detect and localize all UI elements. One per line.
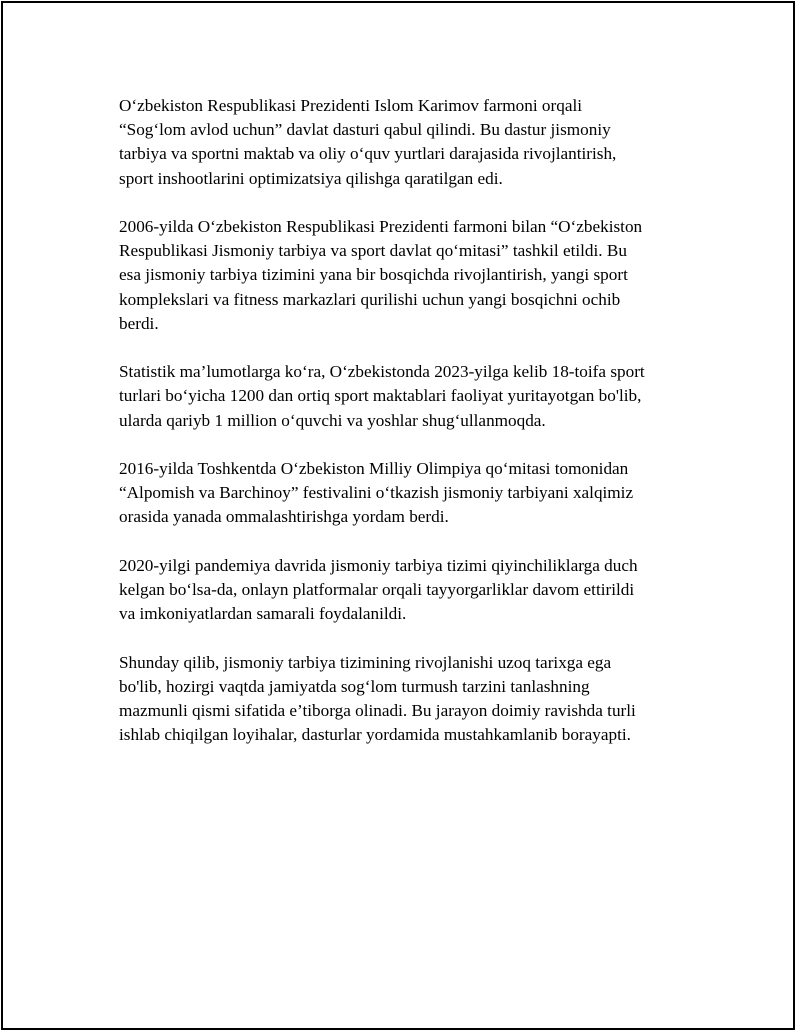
paragraph-6: Shunday qilib, jismoniy tarbiya tizimining rivojlanishi uzoq tarixga ega bo'lib, hozirgi vaqtda jamiyatda sog‘lom turmush tarzini tanlashning mazmunli qismi sifatida e’tiborga olinadi. Bu jarayon doimiy ravishda turli ishlab chiqilgan loyihalar, dasturlar yordamida mustahkamlanib borayapti.: [119, 652, 636, 745]
document-page: [1, 1, 795, 1030]
paragraph-5: 2020-yilgi pandemiya davrida jismoniy tarbiya tizimi qiyinchiliklarga duch kelgan bo‘lsa-da, onlayn platformalar orqali tayyorgarliklar davom ettirildi va imkoniyatlardan samarali foydalanildi.: [119, 555, 638, 624]
paragraph-3: Statistik ma’lumotlarga ko‘ra, O‘zbekistonda 2023-yilga kelib 18-toifa sport turlari bo‘yicha 1200 dan ortiq sport maktablari faoliyat yuritayotgan bo'lib, ularda qariyb 1 million o‘quvchi va yoshlar shug‘ullanmoqda.: [119, 362, 645, 430]
paragraph-2: 2006-yilda O‘zbekiston Respublikasi Prezidenti farmoni bilan “O‘zbekiston Respublikasi Jismoniy tarbiya va sport davlat qo‘mitasi” tashkil etildi. Bu esa jismoniy tarbiya tizimini yana bir bosqichda rivojlantirish, yangi sport komplekslari va fitness markazlari qurilishi uchun yangi bosqichni ochib berdi.: [119, 217, 643, 333]
paragraph-1: O‘zbekiston Respublikasi Prezidenti Islom Karimov farmoni orqali “Sog‘lom avlod uchun” davlat dasturi qabul qilindi. Bu dastur jismoniy tarbiya va sportni maktab va oliy o‘quv yurtlari darajasida rivojlantirish, sport inshootlarini optimizatsiya qilishga qaratilgan edi.: [119, 96, 617, 188]
paragraph-4: 2016-yilda Toshkentda O‘zbekiston Milliy Olimpiya qo‘mitasi tomonidan “Alpomish va Barchinoy” festivalini o‘tkazish jismoniy tarbiyani xalqimiz orasida yanada ommalashtirishga yordam berdi.: [119, 459, 634, 527]
document-body: [119, 94, 699, 772]
